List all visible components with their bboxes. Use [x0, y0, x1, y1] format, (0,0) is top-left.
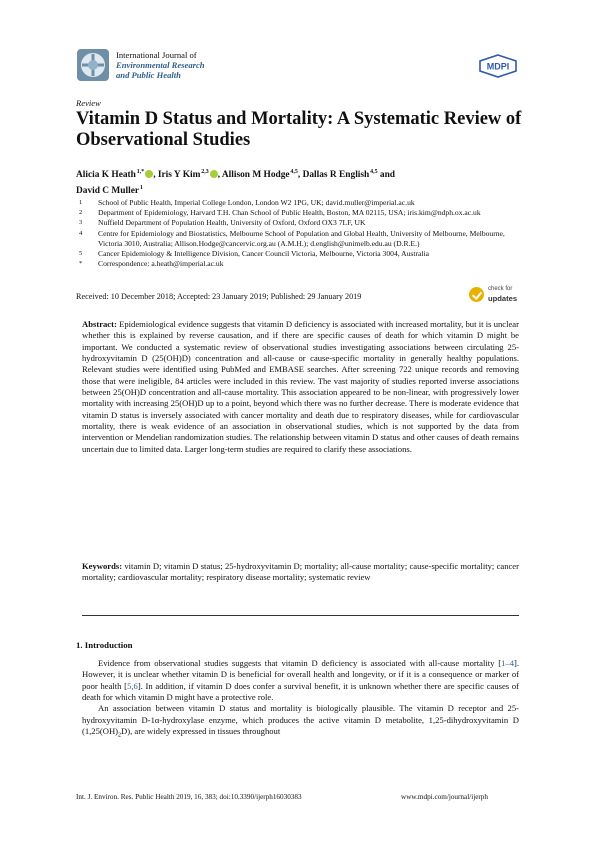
author-name: Iris Y Kim: [157, 170, 201, 181]
checkmark-icon: [469, 287, 484, 302]
text-run: Evidence from observational studies suggests that vitamin D deficiency is associated with all-cause mortality [: [98, 658, 502, 668]
text-run: D), are widely expressed in tissues throughout: [121, 726, 281, 737]
text-run: ]. In addition, if vitamin D does confer a survival benefit, it is unknown whether there are specific causes of death for which vitamin D might have a protective role.: [82, 680, 519, 703]
citation-link[interactable]: 1–4: [501, 658, 514, 668]
author-affiliation-marker: 4,5: [290, 169, 298, 175]
affiliation-number: 4: [79, 229, 83, 237]
citation-link[interactable]: 5,6: [127, 680, 138, 691]
affiliation-item: [76, 208, 526, 218]
footer-citation: Int. J. Environ. Res. Public Health 2019, 16, 383; doi:10.3390/ijerph16030383: [76, 793, 302, 801]
author-affiliation-marker: 4,5: [370, 169, 378, 175]
keywords-text: vitamin D; vitamin D status; 25-hydroxyvitamin D; mortality; all-cause mortality; cause-specific mortality; cancer mortality; cardiovascular mortality; respiratory disease mortality; systematic review: [82, 561, 519, 583]
affiliation-item: [76, 229, 526, 249]
body-text: [82, 658, 519, 742]
orcid-icon[interactable]: [145, 170, 153, 178]
publication-dates: Received: 10 December 2018; Accepted: 23 January 2019; Published: 29 January 2019: [76, 292, 362, 301]
author-list: Alicia K Heath $^{1,*}$ , Iris Y Kim $^{2,3}$ , Allison M Hodge $^{4,5}$, Dallas R English $^{4,5}$ and David C Muller $^1$: [76, 169, 396, 197]
affiliation-text: School of Public Health, Imperial College London, London W2 1PG, UK; david.muller@imperial.ac.uk: [98, 198, 415, 207]
text-run: ]. However, it is unclear whether vitamin D is beneficial for overall health and longevity, or if it is a consequence or marker of poor health [: [82, 658, 519, 691]
author-name: David C Muller: [76, 186, 140, 197]
keywords-label: Keywords:: [82, 561, 123, 571]
abstract: [82, 319, 519, 455]
author-conjunction: and: [379, 170, 396, 181]
affiliation-text: Nuffield Department of Population Health, University of Oxford, Oxford OX3 7LF, UK: [98, 218, 366, 228]
orcid-icon[interactable]: [210, 170, 218, 178]
affiliation-number: 5: [79, 250, 83, 258]
abstract-text: Epidemiological evidence suggests that vitamin D deficiency is associated with increased mortality, but it is unclear whether this is explained by reverse causation, and if there are specific causes of death for which vitamin D might be important. We conducted a systematic review of observational studies investigating associations between circulating 25-hydroxyvitamin D (25(OH)D) concentration and all-cause or cause-specific mortality in generally healthy populations. Relevant studies were identified using PubMed and EMBASE searches. After screening 722 unique records and removing those that were ineligible, 84 articles were included in this review. The vast majority of studies reported inverse associations between 25(OH)D concentration and all-cause mortality. This association appeared to be non-linear, with progressively lower mortality with increasing 25(OH)D up to a point, beyond which there was no further decrease. There is moderate evidence that vitamin D status is inversely associated with cancer mortality and death due to respiratory diseases, while for cardiovascular mortality, there is weak evidence of an association in observational studies, which is not supported by the data from intervention or Mendelian randomization studies. The relationship between vitamin D status and other causes of death remains uncertain due to limited data. Larger long-term studies are required to clarify these associations.: [82, 319, 519, 454]
check-for-updates-button[interactable]: [469, 284, 523, 306]
article-title: Vitamin D Status and Mortality: A Systematic Review of Observational Studies: [76, 109, 522, 150]
affiliation-text: Cancer Epidemiology & Intelligence Division, Cancer Council Victoria, Melbourne, Victoria 3004, Australia: [98, 249, 429, 259]
journal-logo: [76, 48, 110, 82]
mdpi-logo: [478, 54, 518, 78]
check-updates-line2: updates: [488, 294, 518, 303]
author-affiliation-marker: 1,*: [136, 169, 145, 175]
affiliation-text: Department of Epidemiology, Harvard T.H. Chan School of Public Health, Boston, MA 02115, USA; iris.kim@ndph.ox.ac.uk: [98, 208, 481, 218]
affiliation-number: 1: [79, 199, 83, 206]
author-name: Allison M Hodge: [221, 170, 290, 181]
correspondence-item: [76, 259, 526, 269]
affiliation-text: Centre for Epidemiology and Biostatistics, Melbourne School of Population and Global Health, University of Melbourne, Melbourne, Victoria 3010, Australia; Allison.Hodge@cancervic.org.au (A.M.H.); d.english@unimelb.edu.au (D.R.E.): [98, 228, 505, 248]
correspondence-text: Correspondence: a.heath@imperial.ac.uk: [98, 259, 224, 269]
mdpi-logo-text: MDPI: [486, 61, 510, 72]
footer-journal-url[interactable]: www.mdpi.com/journal/ijerph: [401, 793, 488, 801]
author-affiliation-marker: 2,3: [201, 169, 209, 175]
abstract-label: Abstract:: [82, 319, 117, 329]
paragraph: [82, 703, 519, 742]
section-divider: [82, 615, 519, 616]
affiliation-number: 2: [79, 209, 83, 217]
article-type: Review: [76, 98, 101, 108]
text-run: An association between vitamin D status and mortality is biologically plausible. The vitamin D receptor and 25-hydroxyvitamin D-1α-hydroxylase enzyme, which produces the active vitamin D metabolite, 1,25-dihydroxyvitamin D (1,25(OH): [82, 703, 519, 737]
journal-name-line1: International Journal of: [116, 50, 197, 60]
check-updates-line1: check for: [488, 286, 513, 292]
affiliation-number: *: [79, 260, 83, 268]
paragraph: [82, 658, 519, 703]
affiliation-number: 3: [79, 219, 83, 227]
affiliation-item: [76, 198, 526, 208]
affiliation-item: [76, 218, 526, 228]
author-name: Dallas R English: [302, 170, 370, 181]
affiliation-list: [76, 198, 526, 269]
journal-name-line3: and Public Health: [116, 70, 181, 80]
subscript: 2: [118, 732, 122, 739]
journal-name-line2: Environmental Research: [116, 60, 205, 70]
affiliation-item: [76, 249, 526, 259]
journal-name: [116, 50, 205, 80]
section-heading: 1. Introduction: [76, 640, 133, 650]
author-name: Alicia K Heath: [76, 170, 136, 181]
keywords: [82, 561, 519, 584]
author-affiliation-marker: 1: [139, 185, 143, 192]
